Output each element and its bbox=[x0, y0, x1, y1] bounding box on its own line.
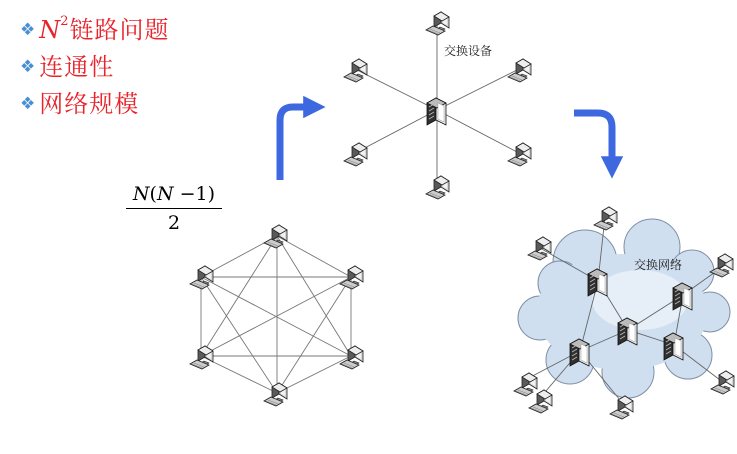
computer-icon bbox=[340, 266, 363, 289]
star-network bbox=[344, 12, 531, 199]
formula-numerator: N(N −1) bbox=[126, 183, 222, 209]
computer-icon bbox=[508, 59, 531, 82]
full-mesh-network bbox=[190, 225, 363, 406]
computer-icon bbox=[528, 237, 551, 260]
diamond-bullet-icon: ❖ bbox=[20, 57, 36, 77]
computer-icon bbox=[514, 373, 537, 396]
computer-icon bbox=[344, 59, 367, 82]
computer-icon bbox=[426, 12, 449, 35]
computer-icon bbox=[264, 225, 287, 248]
bullet-text: 链路问题 bbox=[69, 16, 170, 44]
switch-device-label: 交换设备 bbox=[444, 44, 493, 58]
computer-icon bbox=[264, 383, 287, 406]
computer-icon bbox=[190, 346, 213, 369]
superscript-two: 2 bbox=[60, 14, 69, 29]
switching-network bbox=[514, 207, 734, 419]
diamond-bullet-icon: ❖ bbox=[20, 20, 36, 40]
computer-icon bbox=[426, 176, 449, 199]
computer-icon bbox=[711, 371, 734, 394]
switch-icon bbox=[427, 98, 446, 125]
arrow-up-right-icon bbox=[280, 107, 313, 180]
bullet-text: 连通性 bbox=[39, 53, 115, 81]
n-symbol: N bbox=[39, 16, 61, 44]
computer-icon bbox=[594, 207, 617, 230]
computer-icon bbox=[508, 143, 531, 166]
bullet-text: 网络规模 bbox=[39, 90, 140, 118]
computer-icon bbox=[340, 346, 363, 369]
computer-icon bbox=[190, 266, 213, 289]
switching-network-label: 交换网络 bbox=[634, 258, 683, 272]
arrow-down-right-icon bbox=[574, 113, 612, 166]
computer-icon bbox=[344, 143, 367, 166]
diamond-bullet-icon: ❖ bbox=[20, 94, 36, 114]
computer-icon bbox=[529, 390, 552, 413]
formula-denominator: 2 bbox=[167, 212, 181, 234]
computer-icon bbox=[610, 396, 633, 419]
